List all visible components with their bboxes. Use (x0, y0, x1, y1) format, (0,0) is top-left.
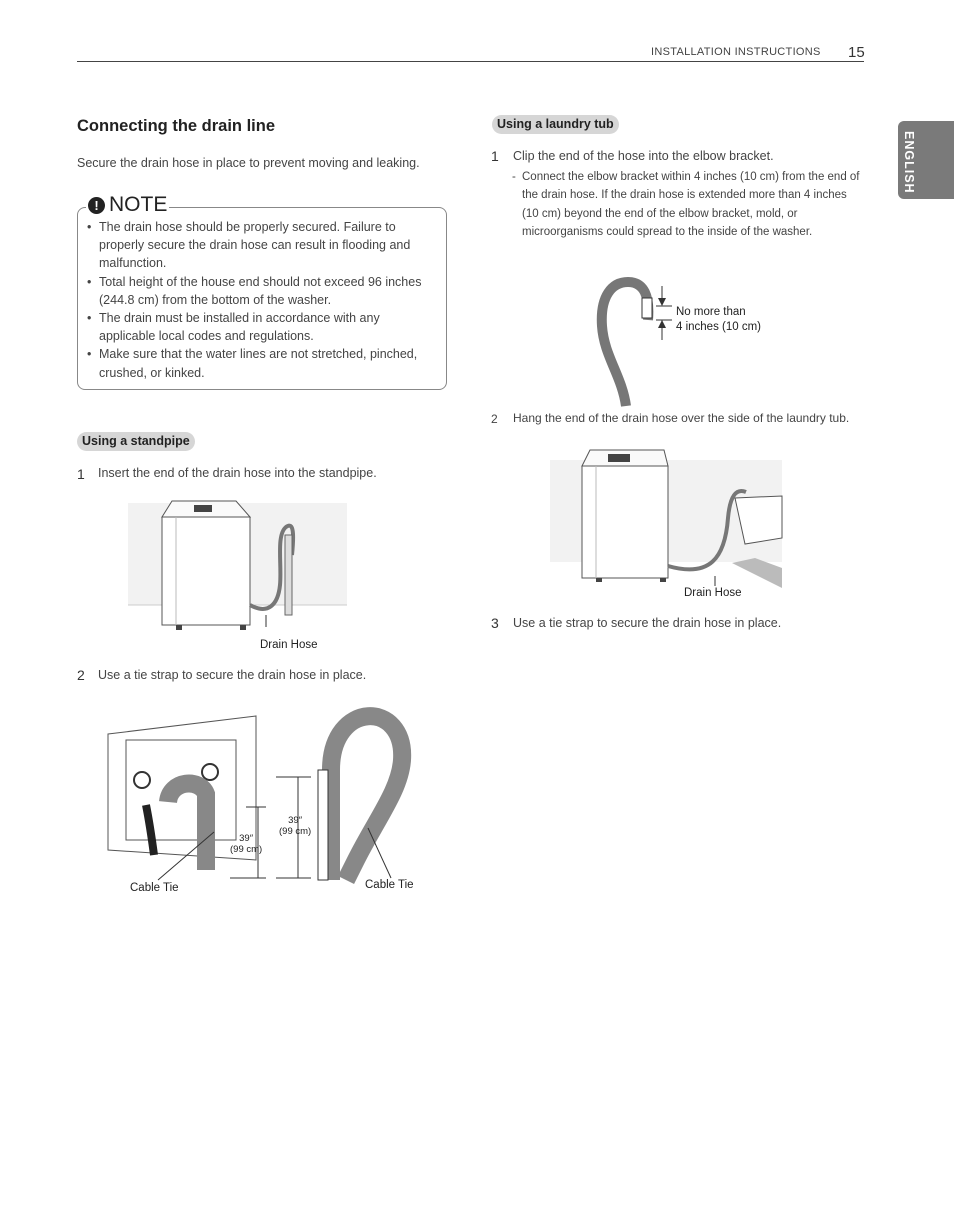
standpipe-step2-number: 2 (77, 667, 85, 683)
laundry-tub-heading: Using a laundry tub (492, 115, 619, 134)
tub-step1-subnote-dash: - (512, 171, 516, 183)
standpipe-washer-illustration (128, 495, 348, 635)
left-dimension-inches: 39″ (239, 833, 254, 844)
tub-step3-text: Use a tie strap to secure the drain hose in place. (513, 616, 782, 630)
tub-step2-number: 2 (491, 412, 498, 426)
note-list (85, 218, 435, 382)
tub-drain-hose-label: Drain Hose (684, 587, 742, 599)
standpipe-step1-text: Insert the end of the drain hose into the standpipe. (98, 466, 377, 480)
note-header (86, 193, 169, 217)
note-item: • Make sure that the water lines are not stretched, pinched, crushed, or kinked. (85, 345, 435, 381)
section-title: Connecting the drain line (77, 117, 276, 135)
note-title: NOTE (109, 193, 168, 216)
note-item: • Total height of the house end should not exceed 96 inches (244.8 cm) from the bottom of the washer. (85, 273, 435, 309)
right-dimension-label (279, 815, 311, 837)
note-item: • The drain hose should be properly secured. Failure to properly secure the drain hose can result in flooding and malfunction. (85, 218, 435, 273)
note-item: • The drain must be installed in accordance with any applicable local codes and regulations. (85, 309, 435, 345)
standpipe-heading: Using a standpipe (77, 432, 195, 451)
exclamation-icon: ! (88, 197, 105, 214)
language-tab-label: ENGLISH (902, 131, 916, 194)
left-dimension-cm: (99 cm) (230, 844, 263, 855)
tub-step3-number: 3 (491, 615, 499, 631)
right-cable-tie-label: Cable Tie (365, 879, 414, 891)
left-dimension-label (230, 833, 262, 855)
right-dimension-inches: 39″ (288, 815, 303, 826)
standpipe-step1-number: 1 (77, 466, 85, 482)
language-tab (898, 121, 954, 199)
elbow-bracket-illustration (592, 276, 682, 410)
standpipe-drain-hose-label: Drain Hose (260, 639, 318, 651)
bracket-distance-line2: 4 inches (10 cm) (676, 321, 762, 333)
tub-step1-subnote: Connect the elbow bracket within 4 inches (10 cm) from the end of the drain hose. If the drain hose is extended more than 4 inches (10 cm) beyond the end of the elbow bracket, mold, or microorganisms could spread to the inside of the washer. (522, 171, 860, 238)
tub-step1-text: Clip the end of the hose into the elbow bracket. (513, 149, 774, 163)
header-divider (77, 61, 864, 62)
right-dimension-cm: (99 cm) (279, 826, 312, 837)
tub-step2-text: Hang the end of the drain hose over the side of the laundry tub. (513, 411, 850, 425)
bracket-distance-label (676, 305, 761, 335)
bracket-distance-line1: No more than (676, 306, 746, 318)
cable-tie-illustration (106, 710, 416, 885)
laundry-tub-illustration (550, 448, 785, 588)
left-cable-tie-label: Cable Tie (130, 882, 179, 894)
standpipe-step2-text: Use a tie strap to secure the drain hose in place. (98, 668, 367, 682)
page-number: 15 (848, 44, 865, 61)
header-section-label: INSTALLATION INSTRUCTIONS (651, 46, 821, 58)
intro-text: Secure the drain hose in place to prevent moving and leaking. (77, 156, 420, 170)
tub-step1-number: 1 (491, 148, 499, 164)
